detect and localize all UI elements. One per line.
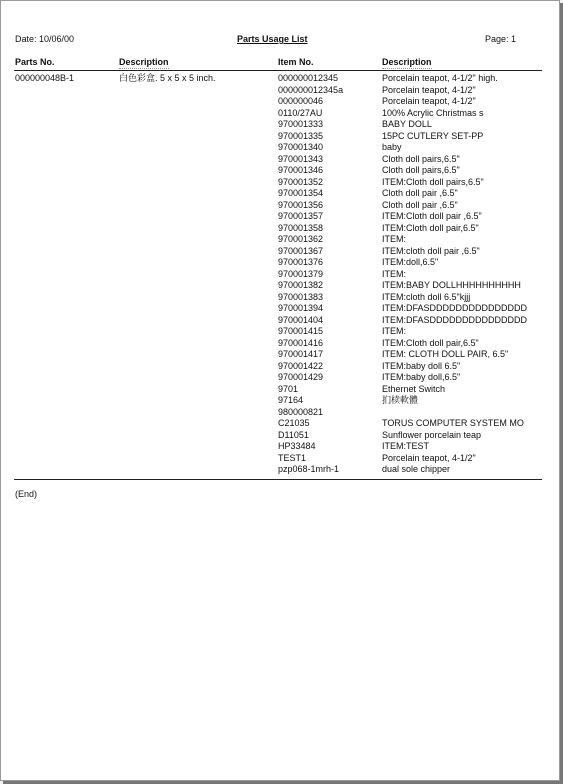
- item-number: 970001417: [278, 349, 324, 359]
- table-row: [1, 441, 561, 453]
- item-description: ITEM:: [382, 326, 406, 336]
- table-row: [1, 361, 561, 373]
- item-description: Cloth doll pair ,6.5": [382, 188, 458, 198]
- item-number: 970001416: [278, 337, 324, 348]
- item-description: ITEM:DFASDDDDDDDDDDDDDDD: [382, 303, 527, 313]
- item-description: dual sole chipper: [382, 464, 451, 474]
- item-number: 970001358: [278, 222, 324, 233]
- item-description: ITEM: CLOTH DOLL PAIR, 6.5": [382, 349, 509, 359]
- table-row: [1, 211, 561, 223]
- page-number: Page: 1: [485, 34, 517, 44]
- table-row: [1, 418, 561, 430]
- item-number: 9701: [278, 383, 299, 394]
- item-number: 970001383: [278, 291, 324, 302]
- item-description: ITEM:doll,6.5": [382, 257, 439, 267]
- item-number: 970001362: [278, 234, 324, 244]
- item-description: Sunflower porcelain teap: [382, 429, 482, 440]
- table-row: [1, 280, 561, 292]
- item-number: 970001335: [278, 130, 324, 141]
- item-description: Ethernet Switch: [382, 383, 446, 394]
- table-row: [1, 165, 561, 177]
- item-description: 100% Acrylic Christmas s: [382, 107, 484, 118]
- item-description: ITEM:: [382, 234, 406, 244]
- item-number: pzp068-1mrh-1: [278, 464, 340, 474]
- item-number: 970001379: [278, 268, 324, 279]
- table-row: [1, 131, 561, 143]
- column-header-item-no: Item No.: [278, 57, 314, 67]
- item-description: ITEM:Cloth doll pair,6.5": [382, 222, 479, 233]
- item-number: 0110/27AU: [278, 107, 323, 118]
- column-header-item-description: Description: [382, 57, 432, 67]
- table-row: [1, 85, 561, 97]
- table-row: [1, 96, 561, 108]
- table-row: [1, 246, 561, 258]
- item-description: Porcelain teapot, 4-1/2" high.: [382, 73, 498, 83]
- table-row: [1, 395, 561, 407]
- table-row: [1, 73, 561, 85]
- report-date: Date: 10/06/00: [15, 34, 75, 44]
- item-number: 970001415: [278, 326, 324, 336]
- item-description: Cloth doll pairs,6.5": [382, 165, 460, 175]
- item-description: ITEM:Cloth doll pair,6.5": [382, 337, 479, 348]
- item-description: Cloth doll pairs,6.5": [382, 153, 460, 164]
- item-number: 970001357: [278, 211, 324, 221]
- table-row: [1, 200, 561, 212]
- column-header-description: Description: [119, 57, 169, 67]
- table-row: [1, 119, 561, 131]
- item-number: 970001352: [278, 176, 324, 187]
- item-number: 970001354: [278, 188, 324, 198]
- item-description: BABY DOLL: [382, 119, 432, 129]
- table-row: [1, 188, 561, 200]
- item-description: Porcelain teapot, 4-1/2": [382, 84, 476, 95]
- item-number: 97164: [278, 395, 304, 405]
- column-header-parts-no: Parts No.: [15, 57, 55, 67]
- table-row: [1, 108, 561, 120]
- item-number: 970001404: [278, 314, 324, 325]
- table-row: [1, 372, 561, 384]
- item-description: ITEM:cloth doll pair ,6.5": [382, 245, 480, 256]
- item-number: 970001429: [278, 372, 324, 382]
- item-description: Cloth doll pair ,6.5": [382, 199, 458, 210]
- parent-part-number: 000000048B-1: [15, 73, 75, 83]
- table-row: [1, 257, 561, 269]
- item-description: ITEM:Cloth doll pairs,6.5": [382, 176, 484, 187]
- item-description: ITEM:DFASDDDDDDDDDDDDDDD: [382, 314, 527, 325]
- table-row: [1, 234, 561, 246]
- item-number: TEST1: [278, 452, 307, 463]
- table-row: [1, 154, 561, 166]
- item-number: D11051: [278, 429, 309, 440]
- item-number: HP33484: [278, 441, 316, 451]
- item-description: 15PC CUTLERY SET-PP: [382, 130, 484, 141]
- table-row: [1, 269, 561, 281]
- item-list: [1, 73, 561, 476]
- item-description: ITEM:baby doll,6.5": [382, 372, 461, 382]
- item-description: 扪椟軟體: [382, 395, 419, 405]
- item-description: ITEM:BABY DOLLHHHHHHHHHH: [382, 280, 521, 290]
- item-description: ITEM:cloth doll 6.5"kjjj: [382, 291, 471, 302]
- item-description: Porcelain teapot, 4-1/2": [382, 96, 476, 106]
- item-description: ITEM:TEST: [382, 441, 429, 451]
- item-description: TORUS COMPUTER SYSTEM MO: [382, 418, 524, 428]
- table-row: [1, 338, 561, 350]
- item-description: ITEM:baby doll 6.5": [382, 360, 461, 371]
- parent-part-description: 白色彩盒. 5 x 5 x 5 inch.: [119, 73, 216, 83]
- table-row: [1, 407, 561, 419]
- item-description: Porcelain teapot, 4-1/2": [382, 452, 476, 463]
- item-number: 000000046: [278, 96, 324, 106]
- table-row: [1, 430, 561, 442]
- item-number: 970001333: [278, 119, 324, 129]
- item-number: 970001422: [278, 360, 324, 371]
- item-number: 000000012345a: [278, 84, 344, 95]
- item-number: 970001343: [278, 153, 324, 164]
- item-number: 970001356: [278, 199, 324, 210]
- footer-divider: [14, 479, 542, 480]
- item-number: 980000821: [278, 406, 324, 417]
- item-number: 970001376: [278, 257, 324, 267]
- item-number: 000000012345: [278, 73, 339, 83]
- item-number: 970001346: [278, 165, 324, 175]
- table-row: [1, 142, 561, 154]
- table-row: [1, 326, 561, 338]
- table-row: [1, 177, 561, 189]
- table-row: [1, 464, 561, 476]
- table-row: [1, 303, 561, 315]
- item-number: 970001340: [278, 142, 324, 152]
- item-number: 970001367: [278, 245, 324, 256]
- table-row: [1, 292, 561, 304]
- report-title: Parts Usage List: [237, 34, 308, 44]
- item-number: 970001382: [278, 280, 324, 290]
- table-row: [1, 453, 561, 465]
- item-description: baby: [382, 142, 402, 152]
- table-row: [1, 315, 561, 327]
- table-row: [1, 384, 561, 396]
- item-description: ITEM:Cloth doll pair ,6.5": [382, 211, 482, 221]
- end-marker: (End): [15, 489, 38, 499]
- item-number: C21035: [278, 418, 310, 428]
- table-row: [1, 349, 561, 361]
- item-number: 970001394: [278, 303, 324, 313]
- item-description: ITEM:: [382, 268, 406, 279]
- header-divider: [14, 70, 542, 71]
- table-row: [1, 223, 561, 235]
